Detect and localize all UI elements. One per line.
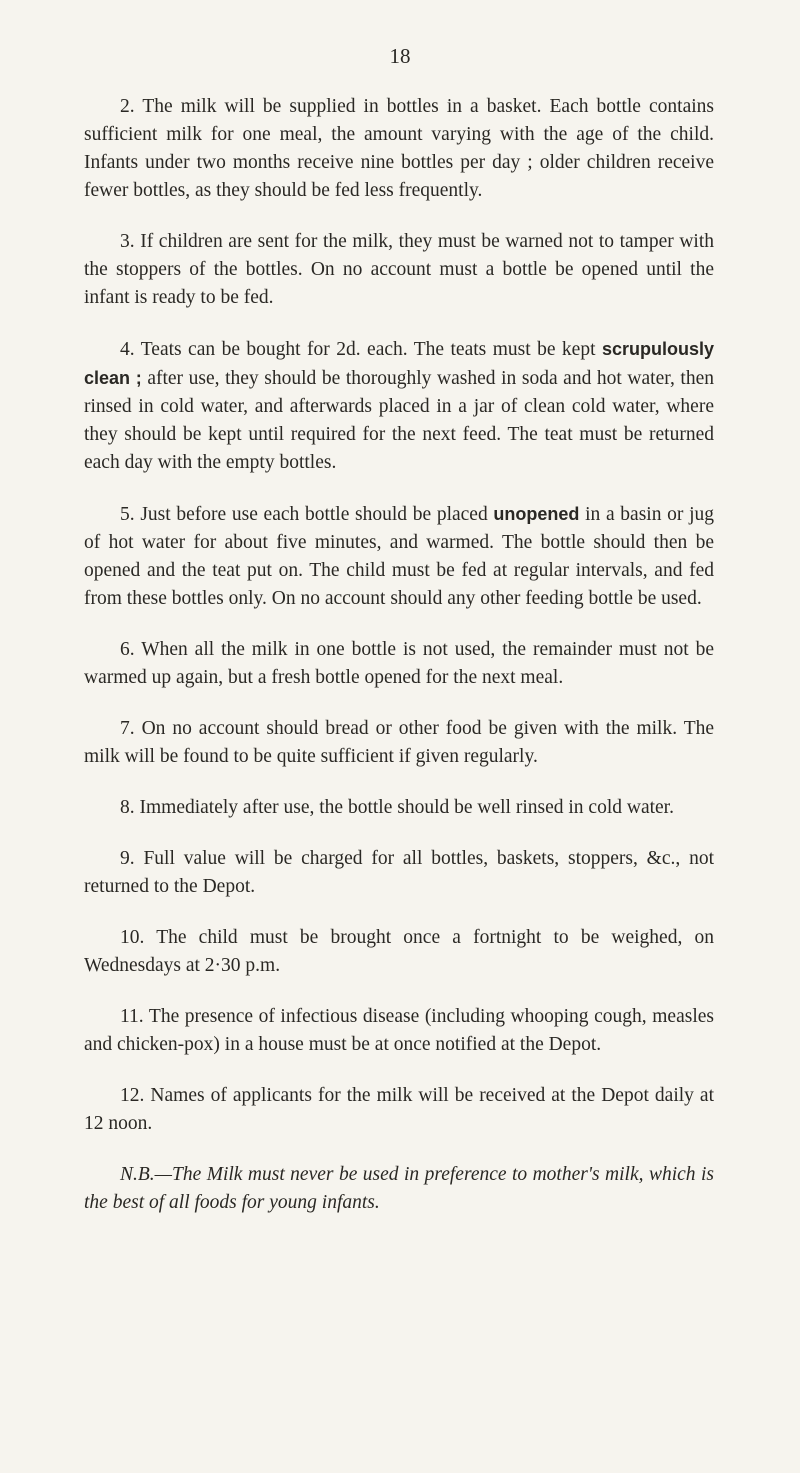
emphasis-scrupulously-clean: scrupulously clean ; <box>84 339 714 388</box>
nota-bene <box>84 1161 714 1217</box>
paragraph-text: Immediately after use, the bottle should be well rinsed in cold water. <box>139 797 674 818</box>
paragraph-7 <box>84 715 714 771</box>
paragraph-text-post: after use, they should be thoroughly washed in soda and hot water, then rinsed in cold water, and afterwards placed in a jar of clean cold water, where they should be kept until required for the next feed. The teat must be returned each day with the empty bottles. <box>84 368 714 473</box>
paragraph-number: 11. <box>120 1006 144 1027</box>
paragraph-number: 9. <box>120 848 135 869</box>
emphasis-unopened: unopened <box>493 504 580 524</box>
paragraph-number: 4. <box>120 339 135 360</box>
paragraph-text-pre: Teats can be bought for 2d. each. The teats must be kept <box>140 339 602 360</box>
paragraph-text-pre: Just before use each bottle should be placed <box>140 504 494 525</box>
paragraph-number: 10. <box>120 927 145 948</box>
paragraph-12 <box>84 1082 714 1138</box>
paragraph-3 <box>84 228 714 312</box>
paragraph-text: On no account should bread or other food be given with the milk. The milk will be found to be quite sufficient if given regularly. <box>84 718 715 767</box>
paragraph-number: 5. <box>120 504 135 525</box>
paragraph-6 <box>84 636 714 692</box>
paragraph-5 <box>84 500 714 613</box>
paragraph-9 <box>84 845 714 901</box>
paragraph-text: When all the milk in one bottle is not used, the remainder must not be warmed up again, but a fresh bottle opened for the next meal. <box>84 639 714 688</box>
paragraph-text: If children are sent for the milk, they must be warned not to tamper with the stoppers of the bottles. On no account must a bottle be opened until the infant is ready to be fed. <box>84 231 714 308</box>
paragraph-text: Names of applicants for the milk will be received at the Depot daily at 12 noon. <box>84 1085 715 1134</box>
paragraph-text: Full value will be charged for all bottles, baskets, stoppers, &c., not returned to the Depot. <box>84 848 714 897</box>
paragraph-text: The child must be brought once a fortnight to be weighed, on Wednesdays at 2·30 p.m. <box>84 927 714 976</box>
paragraph-4 <box>84 335 714 477</box>
paragraph-number: 3. <box>120 231 135 252</box>
paragraph-text: The presence of infectious disease (including whooping cough, measles and chicken-pox) in a house must be at once notified at the Depot. <box>84 1006 714 1055</box>
paragraph-11 <box>84 1003 714 1059</box>
paragraph-number: 7. <box>120 718 135 739</box>
paragraph-number: 8. <box>120 797 135 818</box>
document-body <box>84 93 714 1217</box>
paragraph-8 <box>84 794 714 822</box>
paragraph-number: 2. <box>120 96 135 117</box>
nota-bene-lead: N.B. <box>120 1164 155 1185</box>
nota-bene-text: —The Milk must never be used in preference to mother's milk, which is the best of all foods for young infants. <box>84 1164 714 1213</box>
paragraph-number: 6. <box>120 639 135 660</box>
paragraph-10 <box>84 924 714 980</box>
paragraph-text-post: in a basin or jug of hot water for about five minutes, and warmed. The bottle should then be opened and the teat put on. The child must be fed at regular intervals, and fed from these bottles only. On no account should any other feeding bottle be used. <box>84 504 715 609</box>
paragraph-2 <box>84 93 714 205</box>
page-number: 18 <box>389 44 411 68</box>
paragraph-number: 12. <box>120 1085 145 1106</box>
paragraph-text: The milk will be supplied in bottles in a basket. Each bottle contains sufficient milk for one meal, the amount varying with the age of the child. Infants under two months receive nine bottles per day ; older children receive fewer bottles, as they should be fed less frequently. <box>84 96 714 201</box>
